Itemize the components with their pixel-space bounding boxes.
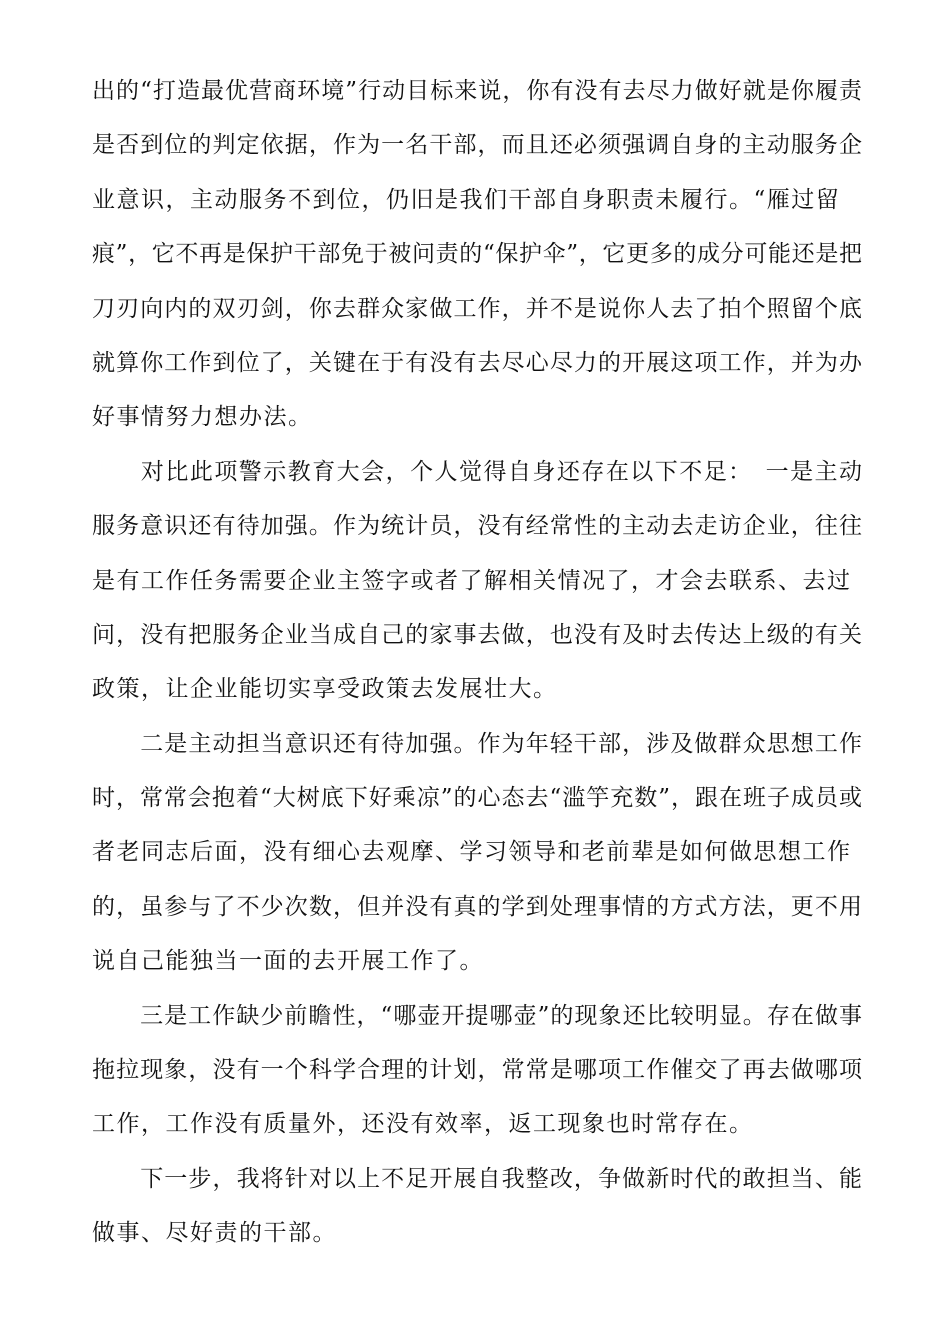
text-line: 出的“打造最优营商环境”行动目标来说，你有没有去尽力做好就是你履责 bbox=[92, 78, 862, 104]
text-line: 就算你工作到位了，关键在于有没有去尽心尽力的开展这项工作，并为办 bbox=[92, 349, 862, 376]
text-line: 工作，工作没有质量外，还没有效率，返工现象也时常存在。 bbox=[92, 1111, 754, 1138]
text-line: 业意识，主动服务不到位，仍旧是我们干部自身职责未履行。“雁过留 bbox=[92, 186, 841, 213]
text-line: 的，虽参与了不少次数，但并没有真的学到处理事情的方式方法，更不用 bbox=[92, 893, 862, 920]
text-line: 者老同志后面，没有细心去观摩、学习领导和老前辈是如何做思想工作 bbox=[92, 839, 852, 866]
text-line: 三是工作缺少前瞻性，“哪壶开提哪壶”的现象还比较明显。存在做事 bbox=[92, 1002, 862, 1029]
text-line: 问，没有把服务企业当成自己的家事去做，也没有及时去传达上级的有关 bbox=[92, 621, 862, 648]
text-line: 好事情努力想办法。 bbox=[92, 404, 313, 431]
text-line: 下一步，我将针对以上不足开展自我整改，争做新时代的敢担当、能 bbox=[92, 1165, 862, 1192]
text-line: 是有工作任务需要企业主签字或者了解相关情况了，才会去联系、去过 bbox=[92, 567, 852, 594]
text-line: 二是主动担当意识还有待加强。作为年轻干部，涉及做群众思想工作 bbox=[92, 730, 862, 757]
text-line: 刀刃向内的双刃剑，你去群众家做工作，并不是说你人去了拍个照留个底 bbox=[92, 295, 862, 322]
text-line: 拖拉现象，没有一个科学合理的计划，常常是哪项工作催交了再去做哪项 bbox=[92, 1057, 862, 1084]
text-line: 是否到位的判定依据，作为一名干部，而且还必须强调自身的主动服务企 bbox=[92, 132, 862, 159]
text-line: 对比此项警示教育大会，个人觉得自身还存在以下不足： 一是主动 bbox=[92, 458, 862, 485]
text-line: 时，常常会抱着“大树底下好乘凉”的心态去“滥竽充数”，跟在班子成员或 bbox=[92, 785, 862, 812]
text-line: 做事、尽好责的干部。 bbox=[92, 1220, 337, 1247]
text-line: 政策，让企业能切实享受政策去发展壮大。 bbox=[92, 676, 558, 703]
text-line: 说自己能独当一面的去开展工作了。 bbox=[92, 948, 484, 975]
body-text bbox=[92, 64, 862, 1261]
text-line: 痕”，它不再是保护干部免于被问责的“保护伞”，它更多的成分可能还是把 bbox=[92, 241, 862, 268]
text-line: 服务意识还有待加强。作为统计员，没有经常性的主动去走访企业，往往 bbox=[92, 513, 862, 540]
